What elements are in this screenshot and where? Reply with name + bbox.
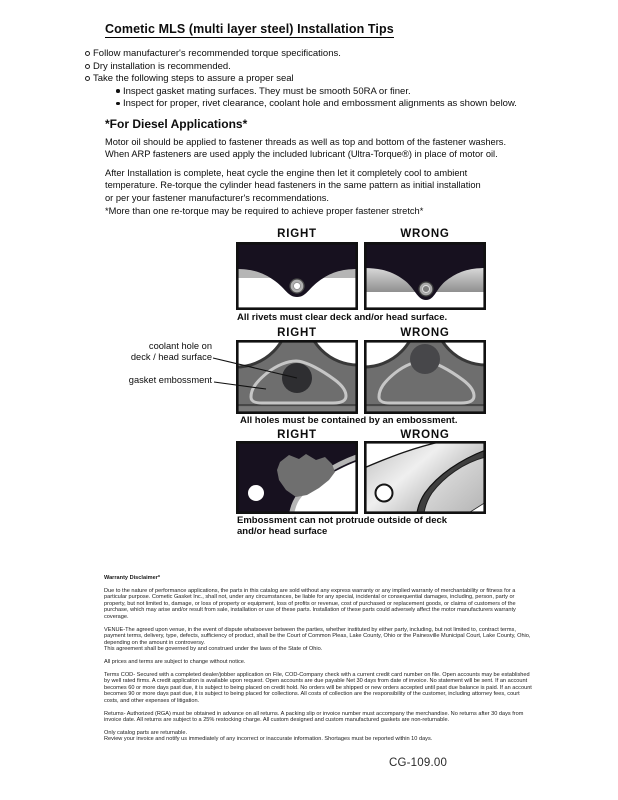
bullet-item [93, 48, 341, 59]
open-bullet-icon [85, 76, 90, 81]
bullet-item [93, 73, 294, 84]
figure3-wrong-diagram [364, 441, 486, 514]
fine-print-paragraph: Due to the nature of performance applications, the parts in this catalog are sold without any express warranty or any implied warranty of merchantability or fitness for a particular purpose. Cometic Gasket Inc., shall not, under any circumstances, be liable for any special, incidental or consequential damages, including, person, party or property, but not limited to, damage, or loss of property or equipment, loss of profits or revenue, cost of purchased or replacement goods, or claims of customers of the purchase, which may arise and/or result from sale, installation or use of these parts. Installation of these parts could adversely affect the motor manufacturers warranty coverage. [104, 587, 516, 620]
fine-print-paragraph: VENUE-The agreed upon venue, in the event of dispute whatsoever between the parties, whether instituted by either party, including, but not limited to, contract terms, payment terms, delivery, type, defects, sufficiency of product, shall be the Court of Common Pleas, Lake County, Ohio or the Painesville Municipal Court, Lake County, Ohio, depending on the amount in controversy. [104, 626, 531, 646]
sub-bullet-item [123, 98, 517, 109]
page-title: Cometic MLS (multi layer steel) Installation Tips [105, 22, 394, 36]
coolant-hole-icon [410, 344, 440, 374]
paragraph-line: or per your fastener manufacturer's recommendations. [105, 192, 329, 203]
diesel-paragraph-2 [105, 167, 481, 204]
coolant-hole-icon [282, 363, 312, 393]
rivet-clearance-right-graphic [236, 242, 358, 310]
sub-bullet-text: Inspect for proper, rivet clearance, coolant hole and embossment alignments as shown below. [123, 98, 517, 109]
fine-print-paragraph: All prices and terms are subject to change without notice. [104, 658, 246, 665]
figure2-wrong-diagram [364, 340, 486, 413]
retorque-note: *More than one re-torque may be required to achieve proper fastener stretch* [105, 206, 424, 216]
figure2-right-label: RIGHT [277, 327, 317, 339]
figure3-right-diagram [236, 441, 358, 514]
figure3-right-label: RIGHT [277, 429, 317, 441]
sub-bullet-item [123, 86, 411, 97]
paragraph-line: Motor oil should be applied to fastener threads as well as top and bottom of the fastener washers. [105, 137, 507, 147]
diesel-paragraph-1 [105, 136, 506, 161]
warranty-disclaimer-heading: Warranty Disclaimer* [104, 575, 161, 581]
figure2-wrong-label: WRONG [400, 327, 450, 339]
embossment-right-graphic [236, 340, 358, 414]
paragraph-line: When ARP fasteners are used apply the included lubricant (Ultra-Torque®) in place of motor oil. [105, 149, 498, 160]
figure2-caption: All holes must be contained by an embossment. [240, 415, 458, 426]
fine-print-paragraph: This agreement shall be governed by and construed under the laws of the State of Ohio. [104, 646, 323, 653]
deck-edge-wrong-graphic [364, 441, 486, 514]
warranty-fine-print [104, 575, 534, 749]
figure3-wrong-label: WRONG [400, 429, 450, 441]
bullet-text: Follow manufacturer's recommended torque specifications. [93, 48, 341, 59]
figure1-caption: All rivets must clear deck and/or head surface. [237, 312, 448, 323]
rivet-clearance-wrong-graphic [364, 242, 486, 310]
gasket-embossment-annotation: gasket embossment [128, 375, 212, 385]
bolt-hole-icon [376, 485, 393, 502]
deck-edge-right-graphic [236, 441, 358, 514]
sub-bullet-text: Inspect gasket mating surfaces. They must be smooth 50RA or finer. [123, 85, 411, 97]
bullet-text: Dry installation is recommended. [93, 60, 231, 72]
paragraph-line: After Installation is complete, heat cycle the engine then let it completely cool to ambient [105, 168, 468, 178]
bullet-item [93, 61, 231, 72]
figure1-right-label: RIGHT [277, 228, 317, 240]
fine-print-paragraph: Only catalog parts are returnable. [104, 729, 188, 736]
open-bullet-icon [85, 51, 90, 56]
filled-bullet-icon [116, 102, 120, 106]
bolt-hole-icon [248, 485, 264, 501]
figure1-wrong-diagram [364, 242, 486, 315]
figure2-right-diagram [236, 340, 358, 413]
fine-print-paragraph: Returns- Authorized (RGA) must be obtained in advance on all returns. A packing slip or invoice number must accompany the merchandise. No returns after 30 days from invoice date. All returns are subject to a 25% restocking charge. All custom designed and custom manufactured gaskets are non-returnable. [104, 710, 524, 724]
diesel-heading: *For Diesel Applications* [105, 117, 248, 131]
embossment-wrong-graphic [364, 340, 486, 414]
coolant-hole-annotation: coolant hole on deck / head surface [130, 341, 212, 362]
open-bullet-icon [85, 64, 90, 69]
filled-bullet-icon [116, 89, 120, 93]
figure1-wrong-label: WRONG [400, 228, 450, 240]
fine-print-paragraph: Terms COD- Secured with a completed dealer/jobber application on File, COD-Company check with a current credit card number on file. Open accounts may be established by well rated firms. A credit application is available upon request. Open accounts are due payable Net 30 days from date of invoice. No statement will be sent. If an account becomes 60 or more days past due, it is subject to being placed on credit hold. No orders will be shipped or new orders accepted until past due balance is paid. If an account becomes 90 or more days past due, it is subject to being placed for collections. All costs of collection are the responsibility of the customer, including attorney fees, court costs, and other expenses of litigation. [104, 671, 532, 704]
paragraph-line: temperature. Re-torque the cylinder head fasteners in the same pattern as initial installation [105, 180, 481, 191]
figure1-right-diagram [236, 242, 358, 315]
page-number: CG-109.00 [389, 757, 448, 769]
bullet-text: Take the following steps to assure a proper seal [93, 73, 294, 84]
figure3-caption: Embossment can not protrude outside of deck and/or head surface [237, 515, 448, 537]
fine-print-paragraph: Review your invoice and notify us immediately of any incorrect or inaccurate information. Shortages must be reported within 10 days. [104, 736, 433, 743]
